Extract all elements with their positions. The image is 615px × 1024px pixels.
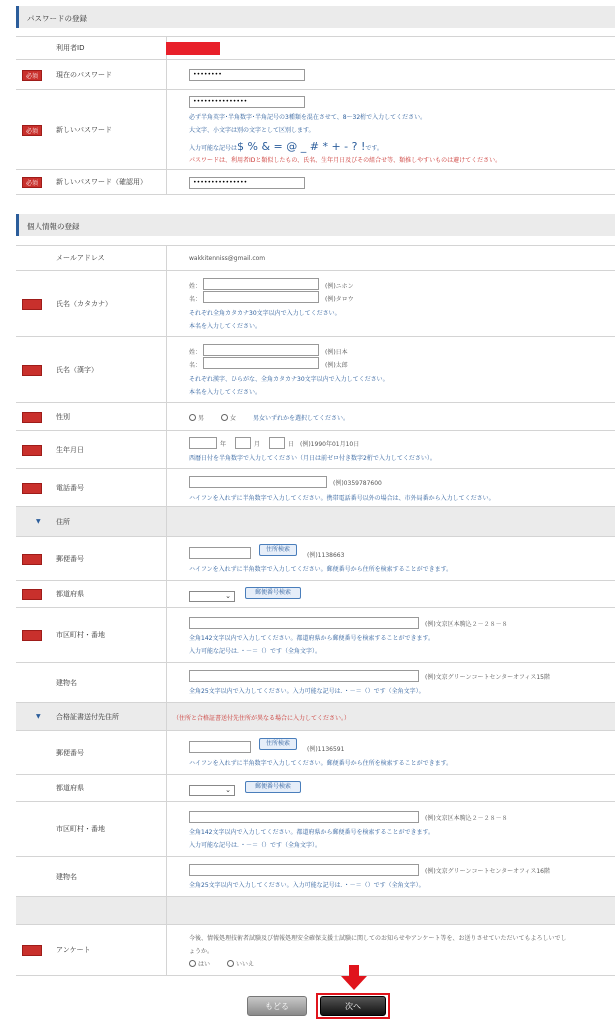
current-password-label: 現在のパスワード	[56, 70, 112, 79]
name-kana-row	[16, 270, 615, 336]
kana-help: 本名を入力してください。	[189, 323, 262, 330]
current-password-row	[16, 59, 615, 89]
cert-city-input[interactable]	[189, 811, 419, 823]
survey-text: 今後、情報処理技術者試験及び情報処理安全確保支援士試験に関してのお知らせやアンケート等を、お送りさせていただいてもよろしいでし	[189, 935, 567, 942]
gender-female-option[interactable]: 女	[221, 413, 236, 422]
zip-label: 郵便番号	[56, 554, 84, 563]
chevron-down-icon: ⌄	[225, 592, 231, 600]
phone-label: 電話番号	[56, 483, 84, 492]
city-row	[16, 607, 615, 662]
required-badge	[22, 945, 42, 956]
new-password-help: 必ず半角英字･半角数字･半角記号の3種類を混在させて、8～32桁で入力してください。	[189, 114, 427, 121]
zip-input[interactable]	[189, 547, 251, 559]
gender-row	[16, 402, 615, 430]
allowed-symbols: $ % & = @ _ # * + - ? !	[237, 140, 366, 153]
birthdate-label: 生年月日	[56, 445, 84, 454]
required-badge	[22, 445, 42, 456]
triangle-down-icon: ▼	[36, 517, 41, 525]
kanji-help: それぞれ漢字、ひらがな、全角カタカナ30文字以内で入力してください。	[189, 376, 389, 383]
spacer-row	[16, 896, 615, 924]
building-help: 全角25文字以内で入力してください。入力可能な記号は．・－＝（）です（全角文字）。	[189, 688, 425, 695]
password-warning: パスワードは、利用者IDと類似したもの、氏名、生年月日及びその組合せ等、類推しやすいものは避けてください。	[189, 157, 502, 164]
kana-mei-example: (例)タロウ	[325, 296, 354, 303]
year-label: 年	[220, 441, 227, 448]
cert-prefecture-select[interactable]	[189, 785, 235, 796]
back-button[interactable]: もどる	[247, 996, 307, 1016]
gender-label: 性別	[56, 412, 70, 421]
cert-zip-input[interactable]	[189, 741, 251, 753]
user-id-label: 利用者ID	[56, 44, 85, 52]
kana-sei-example: (例)ニホン	[325, 283, 354, 290]
city-input[interactable]	[189, 617, 419, 629]
zip-example: (例)1138663	[307, 552, 345, 559]
password-section-header: パスワードの登録	[16, 6, 615, 28]
cert-prefecture-row	[16, 774, 615, 801]
kanji-sei-example: (例)日本	[325, 349, 348, 356]
birth-day-input[interactable]	[269, 437, 285, 449]
new-password-row	[16, 89, 615, 169]
kana-help: それぞれ全角カタカナ30文字以内で入力してください。	[189, 310, 341, 317]
gender-help: 男女いずれかを選択してください。	[253, 415, 350, 422]
prefecture-row	[16, 580, 615, 607]
confirm-password-row	[16, 169, 615, 195]
new-password-label: 新しいパスワード	[56, 125, 112, 134]
cert-prefecture-label: 都道府県	[56, 784, 84, 792]
cert-zip-row	[16, 730, 615, 774]
next-button[interactable]: 次へ	[320, 996, 386, 1016]
birth-month-input[interactable]	[235, 437, 251, 449]
email-label: メールアドレス	[56, 254, 105, 262]
survey-label: アンケート	[56, 946, 91, 954]
phone-row	[16, 468, 615, 506]
day-label: 日	[288, 441, 295, 448]
required-badge	[22, 412, 42, 423]
sei-label: 姓：	[189, 349, 202, 356]
email-value: wakkitenniss@gmail.com	[189, 255, 266, 262]
required-badge: 必須	[22, 177, 42, 188]
email-row	[16, 245, 615, 270]
kanji-mei-example: (例)太郎	[325, 362, 348, 369]
birth-year-input[interactable]	[189, 437, 217, 449]
cert-zip-help: ハイフンを入れずに半角数字で入力してください。郵便番号から住所を検索することができます。	[189, 760, 453, 767]
new-password-help: 大文字、小文字は別の文字として区別します。	[189, 127, 315, 134]
required-badge: 必須	[22, 125, 42, 136]
cert-building-input[interactable]	[189, 864, 419, 876]
phone-example: (例)0359787600	[333, 480, 382, 487]
kana-mei-input[interactable]	[203, 291, 319, 303]
cert-city-help: 入力可能な記号は．・－＝（）です（全角文字）。	[189, 842, 322, 849]
building-example: (例)文京グリーンコートセンターオフィス15階	[425, 674, 550, 681]
radio-icon[interactable]	[189, 960, 196, 967]
cert-building-row	[16, 856, 615, 896]
symbols-help: 入力可能な記号は$ % & = @ _ # * + - ? !です。	[189, 140, 383, 153]
cert-city-help: 全角142文字以内で入力してください。都道府県から郵便番号を検索することができます。	[189, 829, 434, 836]
birth-help: 西暦日付を半角数字で入力してください（月日は前ゼロ付き数字2桁で入力してください）。	[189, 455, 436, 462]
survey-yes-option[interactable]: はい	[189, 959, 210, 968]
required-badge	[22, 589, 42, 600]
cert-zip-search-button[interactable]: 郵便番号検索	[245, 781, 301, 793]
birth-example: (例)1990年01月10日	[300, 441, 360, 448]
name-kanji-row	[16, 336, 615, 402]
kanji-mei-input[interactable]	[203, 357, 319, 369]
survey-text: ょうか。	[189, 948, 214, 955]
city-help: 入力可能な記号は．・－＝（）です（全角文字）。	[189, 648, 322, 655]
month-label: 月	[254, 441, 261, 448]
name-kanji-label: 氏名（漢字）	[56, 365, 98, 374]
chevron-down-icon: ⌄	[225, 786, 231, 794]
radio-icon[interactable]	[189, 414, 196, 421]
cert-building-help: 全角25文字以内で入力してください。入力可能な記号は．・－＝（）です（全角文字）。	[189, 882, 425, 889]
zip-row	[16, 536, 615, 580]
mei-label: 名：	[189, 296, 202, 303]
sei-label: 姓：	[189, 283, 202, 290]
required-badge	[22, 554, 42, 565]
phone-help: ハイフンを入れずに半角数字で入力してください。携帯電話番号以外の場合は、市外局番から入力してください。	[189, 495, 495, 502]
city-example: (例)文京区本駒込２－２８－８	[425, 621, 508, 628]
cert-zip-example: (例)1136591	[307, 746, 345, 753]
arrow-down-icon	[339, 965, 369, 991]
required-badge: 必須	[22, 70, 42, 81]
address-head: 住所	[56, 517, 70, 526]
prefecture-label: 都道府県	[56, 590, 84, 598]
required-badge	[22, 365, 42, 376]
kanji-help: 本名を入力してください。	[189, 389, 262, 396]
survey-row	[16, 924, 615, 976]
triangle-down-icon: ▼	[36, 712, 41, 720]
zip-search-button[interactable]: 郵便番号検索	[245, 587, 301, 599]
prefecture-select[interactable]	[189, 591, 235, 602]
address-search-button[interactable]: 住所検索	[259, 544, 297, 556]
redacted-user-id	[166, 42, 220, 55]
radio-icon[interactable]	[227, 960, 234, 967]
user-id-row	[16, 36, 615, 59]
cert-city-example: (例)文京区本駒込２－２８－８	[425, 815, 508, 822]
cert-address-subheader	[16, 702, 615, 730]
cert-address-note: （住所と合格証書送付先住所が異なる場合に入力してください。）	[173, 715, 351, 722]
city-label: 市区町村・番地	[56, 631, 105, 639]
cert-address-search-button[interactable]: 住所検索	[259, 738, 297, 750]
building-row	[16, 662, 615, 702]
required-badge	[22, 630, 42, 641]
mei-label: 名：	[189, 362, 202, 369]
kanji-sei-input[interactable]	[203, 344, 319, 356]
survey-no-option[interactable]: いいえ	[227, 959, 254, 968]
kana-sei-input[interactable]	[203, 278, 319, 290]
cert-city-label: 市区町村・番地	[56, 825, 105, 833]
city-help: 全角142文字以内で入力してください。都道府県から郵便番号を検索することができます。	[189, 635, 434, 642]
name-kana-label: 氏名（カタカナ）	[56, 299, 112, 308]
current-password-input[interactable]: ••••••••	[189, 69, 305, 81]
zip-help: ハイフンを入れずに半角数字で入力してください。郵便番号から住所を検索することができます。	[189, 566, 453, 573]
phone-input[interactable]	[189, 476, 327, 488]
new-password-input[interactable]: •••••••••••••••	[189, 96, 305, 108]
birthdate-row	[16, 430, 615, 468]
address-subheader	[16, 506, 615, 536]
radio-icon[interactable]	[221, 414, 228, 421]
required-badge	[22, 299, 42, 310]
confirm-password-input[interactable]: •••••••••••••••	[189, 177, 305, 189]
cert-city-row	[16, 801, 615, 856]
cert-address-head: 合格証書送付先住所	[56, 712, 119, 721]
cert-building-example: (例)文京グリーンコートセンターオフィス16階	[425, 868, 550, 875]
building-input[interactable]	[189, 670, 419, 682]
confirm-password-label: 新しいパスワード（確認用）	[56, 178, 147, 186]
cert-building-label: 建物名	[56, 872, 77, 881]
personal-section-header: 個人情報の登録	[16, 214, 615, 236]
gender-male-option[interactable]: 男	[189, 413, 204, 422]
required-badge	[22, 483, 42, 494]
building-label: 建物名	[56, 678, 77, 687]
cert-zip-label: 郵便番号	[56, 748, 84, 757]
